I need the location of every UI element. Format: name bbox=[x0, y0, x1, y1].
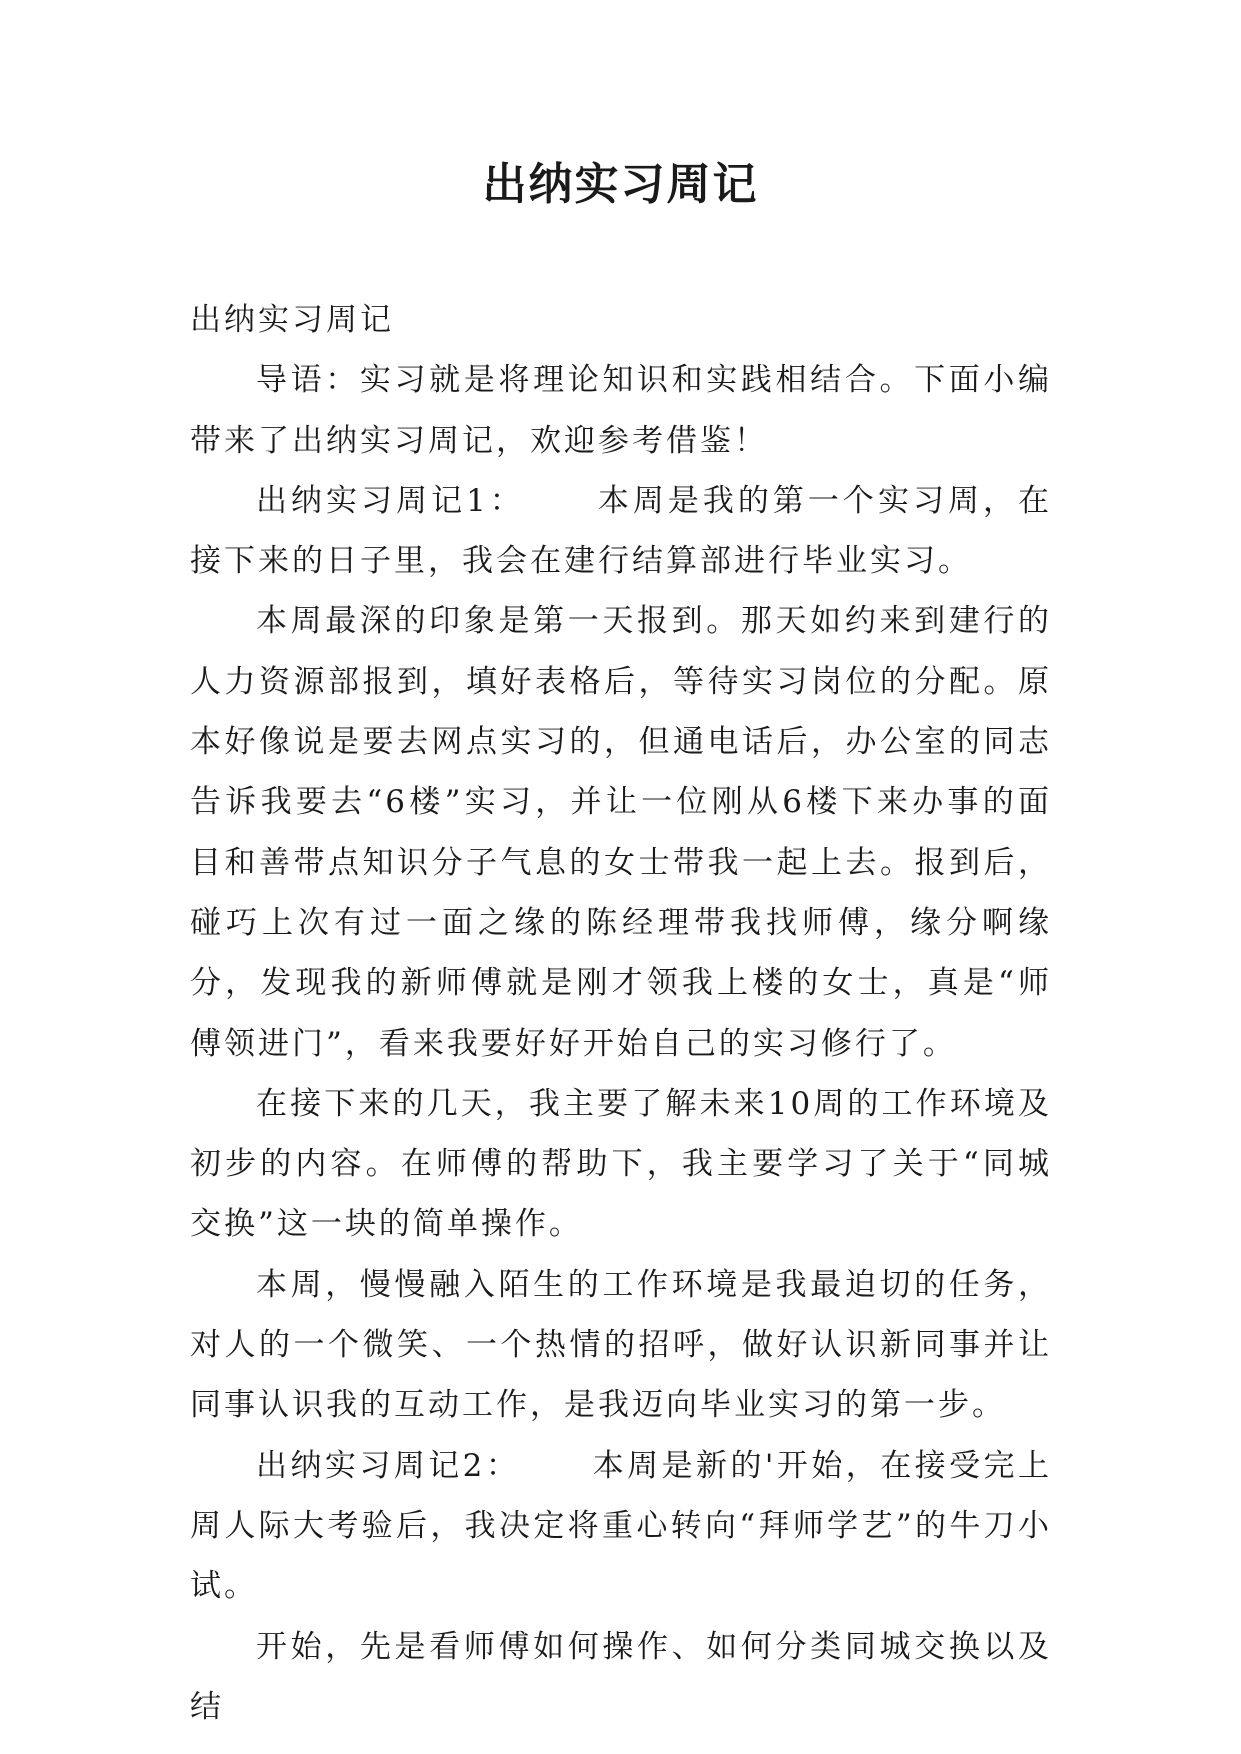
paragraph-first-day: 本周最深的印象是第一天报到。那天如约来到建行的人力资源部报到，填好表格后，等待实习岗位的分配。原本好像说是要去网点实习的，但通电话后，办公室的同志告诉我要去“6楼”实习，并让一位刚从6楼下来办事的面目和善带点知识分子气息的女士带我一起上去。报到后，碰巧上次有过一面之缘的陈经理带我找师傅，缘分啊缘分，发现我的新师傅就是刚才领我上楼的女士，真是“师傅领进门”，看来我要好好开始自己的实习修行了。 bbox=[190, 603, 1052, 1062]
paragraph-integration: 本周，慢慢融入陌生的工作环境是我最迫切的任务，对人的一个微笑、一个热情的招呼，做好认识新同事并让同事认识我的互动工作，是我迈向毕业实习的第一步。 bbox=[190, 1266, 1052, 1424]
paragraph-next-days: 在接下来的几天，我主要了解未来10周的工作环境及初步的内容。在师傅的帮助下，我主要学习了关于“同城交换”这一块的简单操作。 bbox=[190, 1085, 1052, 1243]
week2-text: 本周是新的'开始，在接受完上周人际大考验后，我决定将重心转向“拜师学艺”的牛刀小试。 bbox=[190, 1447, 1052, 1605]
week1-text: 本周是我的第一个实习周，在接下来的日子里，我会在建行结算部进行毕业实习。 bbox=[190, 482, 1052, 580]
document-subtitle: 出纳实习周记 bbox=[190, 302, 394, 338]
document-body bbox=[190, 290, 1052, 1737]
paragraph-start: 开始，先是看师傅如何操作、如何分类同城交换以及结 bbox=[190, 1628, 1052, 1725]
paragraph-week1 bbox=[190, 471, 1052, 592]
week1-label: 出纳实习周记1： bbox=[256, 482, 525, 519]
paragraph-week2 bbox=[190, 1436, 1052, 1617]
week2-label: 出纳实习周记2： bbox=[256, 1447, 521, 1484]
document-title: 出纳实习周记 bbox=[482, 159, 759, 210]
paragraph-intro: 导语：实习就是将理论知识和实践相结合。下面小编带来了出纳实习周记，欢迎参考借鉴！ bbox=[190, 362, 1052, 459]
